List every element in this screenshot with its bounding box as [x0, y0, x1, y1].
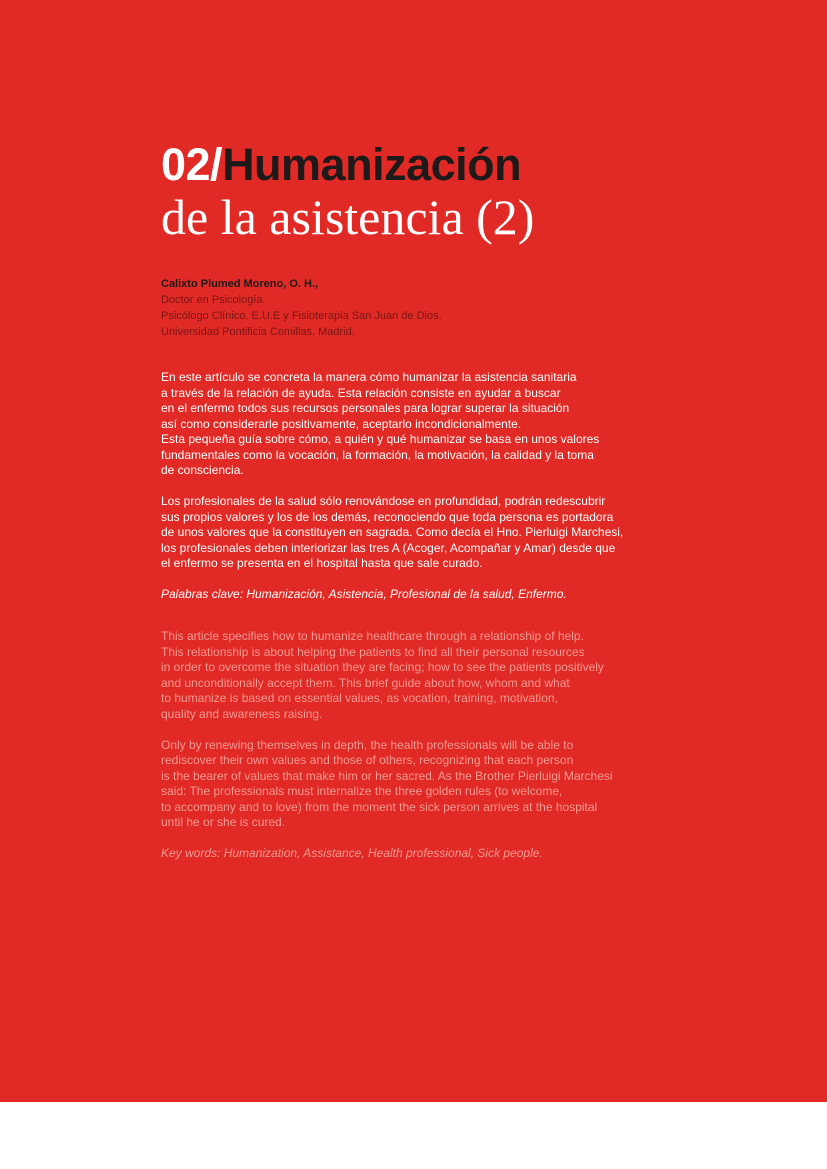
text-line: a través de la relación de ayuda. Esta relación consiste en ayudar a buscar — [161, 385, 561, 400]
text-line: rediscover their own values and those of others, recognizing that each person — [161, 753, 574, 767]
article-title — [161, 140, 521, 190]
keywords-spanish: Palabras clave: Humanización, Asistencia, Profesional de la salud, Enfermo. — [161, 587, 567, 601]
text-line: to accompany and to love) from the moment the sick person arrives at the hospital — [161, 799, 598, 814]
text-line: This article specifies how to humanize healthcare through a relationship of help. — [161, 629, 584, 643]
text-line: En este artículo se concreta la manera cómo humanizar la asistencia sanitaria — [161, 370, 577, 384]
text-line: and unconditionally accept them. This brief guide about how, whom and what — [161, 675, 570, 690]
text-line: until he or she is cured. — [161, 815, 286, 829]
text-line: Only by renewing themselves in depth, the health professionals will be able to — [161, 737, 574, 752]
paragraph-spacer — [161, 479, 701, 495]
text-line: Esta pequeña guía sobre cómo, a quién y qué humanizar se basa en unos valores — [161, 432, 600, 446]
text-line: in order to overcome the situation they are facing; how to see the patients positively — [161, 660, 604, 674]
text-line: This relationship is about helping the patients to find all their personal resources — [161, 644, 585, 659]
author-name: Calixto Plumed Moreno, O. H., — [161, 278, 319, 290]
text-line: de consciencia. — [161, 463, 244, 477]
article-subtitle: de la asistencia (2) — [161, 189, 535, 245]
article-number: 02/ — [161, 139, 223, 190]
text-line: de unos valores que la constituyen en sagrada. Como decía el Hno. Pierluigi Marchesi, — [161, 525, 624, 539]
text-line: así como considerarle positivamente, aceptarlo incondicionalmente. — [161, 416, 522, 431]
text-line: en el enfermo todos sus recursos personales para lograr superar la situación — [161, 401, 570, 415]
text-line: el enfermo se presenta en el hospital hasta que sale curado. — [161, 556, 483, 570]
author-position: Psicólogo Clínico. E.U.E y Fisioterapia San Juan de Dios. — [161, 310, 442, 322]
abstract-es-paragraph-2 — [161, 494, 701, 572]
author-institution: Universidad Pontificia Comillas. Madrid. — [161, 326, 355, 338]
text-line: Los profesionales de la salud sólo renovándose en profundidad, podrán redescubrir — [161, 494, 606, 508]
keywords-english: Key words: Humanization, Assistance, Health professional, Sick people. — [161, 846, 543, 860]
abstract-spanish — [161, 370, 701, 603]
text-line: sus propios valores y los de los demás, reconociendo que toda persona es portadora — [161, 509, 614, 524]
author-degree: Doctor en Psicología. — [161, 294, 266, 306]
text-line: is the bearer of values that make him or her sacred. As the Brother Pierluigi Marchesi — [161, 768, 613, 783]
abstract-english — [161, 629, 701, 862]
abstract-es-paragraph-1 — [161, 370, 701, 479]
text-line: fundamentales como la vocación, la formación, la motivación, la calidad y la toma — [161, 447, 594, 462]
paragraph-spacer — [161, 722, 701, 738]
text-line: quality and awareness raising. — [161, 706, 323, 721]
abstract-en-paragraph-2 — [161, 738, 701, 831]
text-line: los profesionales deben interiorizar las tres A (Acoger, Acompañar y Amar) desde que — [161, 540, 616, 555]
text-line: said: The professionals must internalize the three golden rules (to welcome, — [161, 784, 563, 798]
paragraph-spacer — [161, 572, 701, 588]
paragraph-spacer — [161, 831, 701, 847]
abstract-en-paragraph-1 — [161, 629, 701, 722]
text-line: to humanize is based on essential values, as vocation, training, motivation, — [161, 691, 558, 705]
author-block — [161, 276, 442, 340]
article-title-main: Humanización — [222, 139, 522, 190]
